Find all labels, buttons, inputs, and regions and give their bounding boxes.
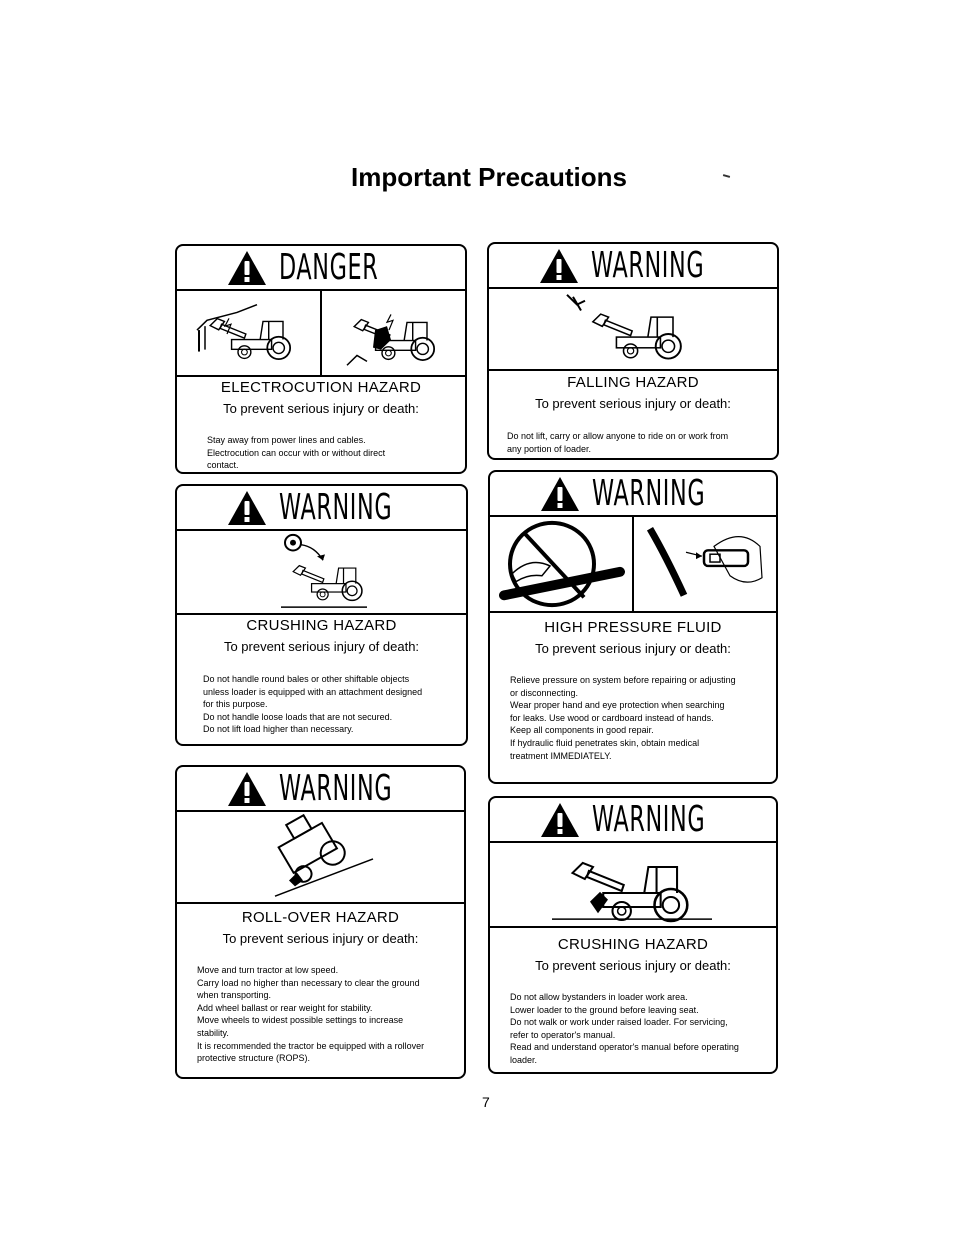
hazard-subtitle: To prevent serious injury or death: [535,958,731,973]
hazard-instructions [507,430,728,455]
page-title: Important Precautions [351,162,627,192]
instruction-line: stability. [197,1027,229,1038]
warning-triangle-icon [227,490,267,526]
hazard-subtitle: To prevent serious injury or death: [535,641,731,656]
instruction-line: Do not allow bystanders in loader work area. [510,992,688,1002]
hazard-instructions [510,674,736,762]
instruction-line: It is recommended the tractor be equipped with a rollover [197,1040,425,1051]
instruction-line: Wear proper hand and eye protection when searching [510,700,725,711]
hazard-illustration [177,291,465,377]
hazard-illustration [490,843,776,928]
instruction-line: Do not handle loose loads that are not secured. [203,711,393,722]
card-header [177,767,464,812]
hazard-title: CRUSHING HAZARD [246,617,397,634]
hazard-instructions [203,673,422,736]
signal-word: DANGER [279,246,379,288]
card-header [490,798,776,843]
falling-bale-illustration-icon [177,531,466,613]
hazard-illustration [490,517,776,613]
instruction-line: Keep all components in good repair. [510,725,654,736]
instruction-line: for leaks. Use wood or cardboard instead of hands. [510,712,714,723]
rollover-illustration-icon [177,812,464,902]
warning-triangle-icon [540,802,580,838]
hazard-title: ROLL-OVER HAZARD [241,909,400,926]
warning-triangle-icon [227,771,267,807]
warning-crushing-loader-card [488,796,778,1074]
instruction-line: when transporting. [197,990,272,1001]
signal-word: WARNING [592,472,706,514]
card-header [177,486,466,531]
instruction-line: Do not lift load higher than necessary. [203,724,354,735]
instruction-line: loader. [510,1054,538,1065]
under-loader-illustration-icon [490,843,776,926]
warning-rollover-card [175,765,466,1079]
page-number: 7 [482,1094,490,1110]
hazard-illustration [489,289,777,371]
hazard-instructions [510,991,739,1067]
hazard-illustration [177,812,464,904]
hazard-title: CRUSHING HAZARD [557,936,709,953]
instruction-line: contact. [207,460,239,471]
instruction-line: any portion of loader. [507,443,592,454]
instruction-line: Lower loader to the ground before leaving seat. [510,1004,699,1015]
signal-word: WARNING [279,767,393,809]
danger-electrocution-card [175,244,467,474]
instruction-line: Add wheel ballast or rear weight for stability. [197,1002,373,1013]
hazard-instructions [197,964,424,1065]
instruction-line: Relieve pressure on system before repairing or adjusting [510,675,736,685]
instruction-line: for this purpose. [203,699,268,710]
signal-word: WARNING [591,244,705,286]
warning-pressure-card [488,470,778,784]
hazard-subtitle: To prevent serious injury or death: [222,931,419,946]
hazard-subtitle: To prevent serious injury of death: [223,639,420,654]
instruction-line: unless loader is equipped with an attachment designed [203,686,423,697]
card-header [490,472,776,517]
hazard-subtitle: To prevent serious injury or death: [535,396,731,411]
warning-crushing-card [175,484,468,746]
hazard-title: HIGH PRESSURE FLUID [544,619,722,636]
instruction-line: Do not lift, carry or allow anyone to ride on or work from [507,431,729,441]
hazard-illustration [177,531,466,615]
instruction-line: Carry load no higher than necessary to clear the ground [197,977,420,988]
warning-triangle-icon [539,248,579,284]
card-header [489,244,777,289]
instruction-line: treatment IMMEDIATELY. [510,750,612,761]
signal-word: WARNING [279,486,393,528]
hazard-title: FALLING HAZARD [567,374,699,391]
instruction-line: refer to operator's manual. [510,1029,616,1040]
signal-word: WARNING [592,798,706,840]
warning-triangle-icon [227,250,267,286]
hazard-subtitle: To prevent serious injury or death: [223,401,419,416]
instruction-line: protective structure (ROPS). [197,1053,311,1064]
instruction-line: If hydraulic fluid penetrates skin, obtain medical [510,737,700,748]
instruction-line: Read and understand operator's manual before operating [510,1042,739,1053]
card-header [177,246,465,291]
instruction-line: Stay away from power lines and cables. [207,435,366,445]
falling-illustration-icon [489,289,777,369]
instruction-line: Electrocution can occur with or without direct [207,447,386,458]
hazard-title: ELECTROCUTION HAZARD [220,379,422,396]
instruction-line: Do not handle round bales or other shiftable objects [203,674,410,684]
warning-falling-card [487,242,779,460]
instruction-line: Move and turn tractor at low speed. [197,965,339,975]
instruction-line: Do not walk or work under raised loader. For servicing, [510,1017,728,1028]
instruction-line: Move wheels to widest possible settings to increase [197,1015,404,1026]
hazard-instructions [207,434,385,472]
warning-triangle-icon [540,476,580,512]
instruction-line: or disconnecting. [510,687,579,698]
